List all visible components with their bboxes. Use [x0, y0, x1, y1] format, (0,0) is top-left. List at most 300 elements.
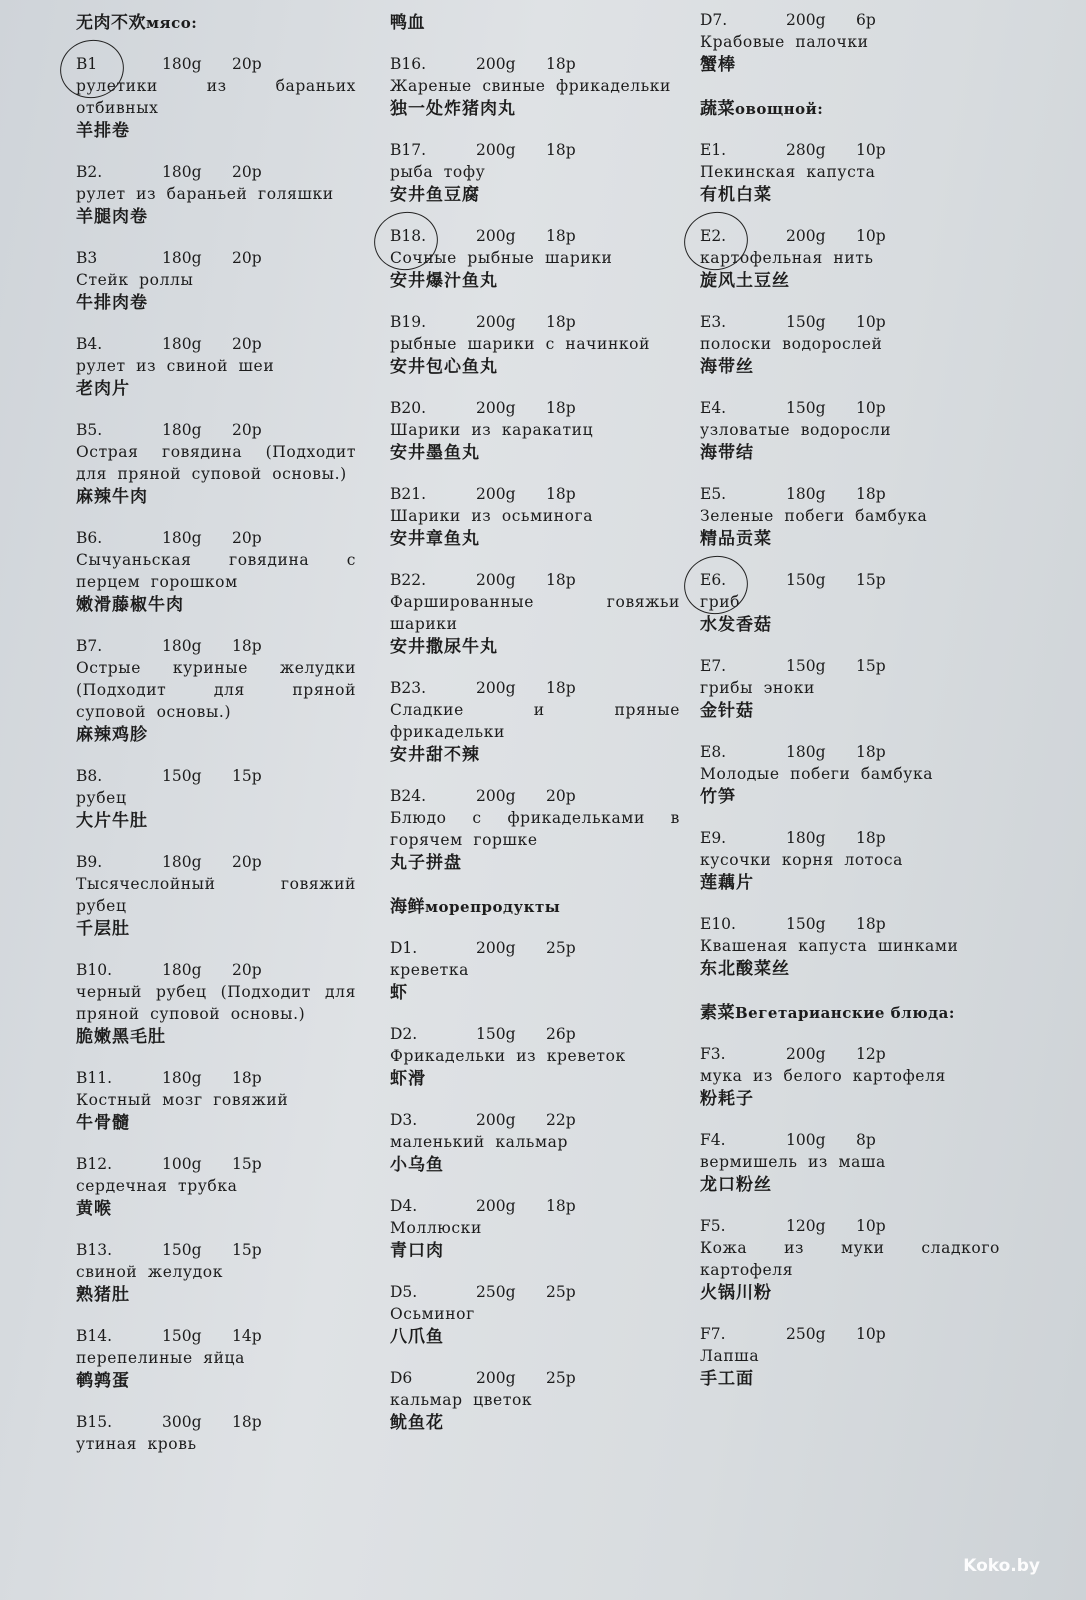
section-title-ru: Вегетарианские блюда: [735, 1004, 955, 1022]
menu-item-name-zh: 八爪鱼 [390, 1327, 444, 1347]
menu-item-header [700, 1044, 1000, 1065]
menu-item [700, 742, 1000, 809]
menu-item-price: 20p [232, 961, 262, 979]
menu-item-price: 18p [856, 485, 886, 503]
menu-item-weight: 150g [786, 399, 826, 417]
menu-item-name-zh: 脆嫩黑毛肚 [76, 1027, 166, 1047]
menu-item [700, 1324, 1000, 1391]
menu-item-name-ru: Острые куриные желудки (Подходит для пряной суповой основы.) [76, 659, 356, 721]
menu-item-name-ru: Сычуаньская говядина с перцем горошком [76, 551, 356, 591]
menu-item-name-ru: полоски водорослей [700, 335, 883, 353]
menu-item-name-zh: 老肉片 [76, 379, 130, 399]
menu-item-code: E10. [700, 915, 736, 933]
menu-item-code: B22. [390, 571, 427, 589]
section-title-zh: 素菜 [700, 1003, 735, 1023]
menu-item-weight: 150g [786, 313, 826, 331]
menu-item-weight: 180g [786, 829, 826, 847]
menu-item-code: B9. [76, 853, 103, 871]
menu-item-price: 18p [856, 915, 886, 933]
menu-item-weight: 200g [786, 11, 826, 29]
menu-item-header [76, 1068, 356, 1089]
menu-item-weight: 200g [476, 1111, 516, 1129]
menu-item-name-zh: 虾 [390, 983, 408, 1003]
menu-item-price: 18p [232, 1069, 262, 1087]
menu-item-header [390, 312, 680, 333]
menu-item-header [700, 140, 1000, 161]
menu-item-price: 18p [546, 485, 576, 503]
menu-item [700, 656, 1000, 723]
menu-item-name-ru: рыба тофу [390, 163, 486, 181]
menu-item-code: B24. [390, 787, 427, 805]
menu-item-name-ru: гриб [700, 593, 741, 611]
menu-item-code: B5. [76, 421, 103, 439]
menu-item-header [76, 528, 356, 549]
menu-item-header [390, 1368, 680, 1389]
menu-item-name-ru: Пекинская капуста [700, 163, 876, 181]
menu-item-price: 12p [856, 1045, 886, 1063]
menu-item-code: B2. [76, 163, 103, 181]
menu-item-name-zh: 精品贡菜 [700, 529, 772, 549]
menu-item-header [76, 1240, 356, 1261]
menu-item-price: 15p [232, 767, 262, 785]
menu-item-price: 10p [856, 227, 886, 245]
menu-item-name-ru: Крабовые палочки [700, 33, 869, 51]
menu-item-price: 8p [856, 1131, 876, 1149]
menu-item-price: 20p [232, 421, 262, 439]
menu-item-weight: 200g [786, 227, 826, 245]
menu-item-price: 18p [856, 829, 886, 847]
section-title [390, 894, 680, 920]
menu-item-name-ru: Зеленые побеги бамбука [700, 507, 928, 525]
menu-item-code: F4. [700, 1131, 726, 1149]
menu-item-weight: 200g [476, 55, 516, 73]
menu-item-name-zh: 羊排卷 [76, 121, 130, 141]
menu-item-name-ru: Жареные свиные фрикадельки [390, 77, 671, 95]
menu-item-code: B17. [390, 141, 427, 159]
menu-item-header [700, 312, 1000, 333]
menu-item-name-zh: 海带丝 [700, 357, 754, 377]
menu-item-header [76, 248, 356, 269]
menu-item [390, 1196, 680, 1263]
menu-item-price: 10p [856, 313, 886, 331]
section-title-zh: 无肉不欢 [76, 13, 146, 33]
menu-item-weight: 150g [786, 657, 826, 675]
menu-item-price: 20p [232, 335, 262, 353]
menu-item-price: 18p [546, 399, 576, 417]
section-title [700, 1000, 1000, 1026]
menu-item-code: E9. [700, 829, 727, 847]
menu-item-price: 18p [546, 141, 576, 159]
menu-item-name-zh: 竹笋 [700, 787, 736, 807]
menu-item [390, 398, 680, 465]
menu-item [76, 960, 356, 1049]
menu-item-weight: 180g [162, 853, 202, 871]
menu-item-name-zh: 水发香菇 [700, 615, 772, 635]
menu-item-code: B11. [76, 1069, 113, 1087]
section-title [390, 10, 680, 36]
menu-item-header [390, 570, 680, 591]
menu-item [390, 570, 680, 659]
menu-item-weight: 120g [786, 1217, 826, 1235]
menu-item-name-ru: Острая говядина (Подходит для пряной суповой основы.) [76, 443, 356, 483]
menu-item-name-ru: Фрикадельки из креветок [390, 1047, 626, 1065]
menu-item-weight: 180g [162, 55, 202, 73]
menu-item-header [76, 1412, 356, 1433]
menu-item-weight: 250g [786, 1325, 826, 1343]
menu-item-name-ru: Стейк роллы [76, 271, 194, 289]
menu-column-2 [390, 10, 680, 1454]
menu-item-name-ru: кальмар цветок [390, 1391, 533, 1409]
menu-item [76, 766, 356, 833]
menu-item-name-ru: рулет из свиной шеи [76, 357, 275, 375]
menu-item-name-zh: 牛排肉卷 [76, 293, 148, 313]
menu-item-name-ru: Сладкие и пряные фрикадельки [390, 701, 680, 741]
menu-item-name-ru: сердечная трубка [76, 1177, 238, 1195]
menu-item-code: B3 [76, 249, 98, 267]
menu-item [76, 636, 356, 747]
menu-item-header [76, 54, 356, 75]
menu-item-header [700, 484, 1000, 505]
menu-column-3 [700, 10, 1000, 1410]
menu-item-code: F5. [700, 1217, 726, 1235]
menu-item-code: E3. [700, 313, 727, 331]
menu-item-name-zh: 莲藕片 [700, 873, 754, 893]
menu-item [390, 226, 680, 293]
menu-item-header [700, 914, 1000, 935]
menu-item [76, 1240, 356, 1307]
menu-item-code: B10. [76, 961, 113, 979]
menu-item-name-zh: 麻辣鸡胗 [76, 725, 148, 745]
menu-item-price: 20p [546, 787, 576, 805]
menu-item-code: D6 [390, 1369, 413, 1387]
menu-item-code: E1. [700, 141, 727, 159]
menu-item-price: 10p [856, 1325, 886, 1343]
menu-item-header [700, 570, 1000, 591]
menu-item-code: B4. [76, 335, 103, 353]
menu-item-name-zh: 金针菇 [700, 701, 754, 721]
section-title-ru: морепродукты [425, 898, 561, 916]
menu-item-name-ru: Моллюски [390, 1219, 482, 1237]
menu-item-name-zh: 嫩滑藤椒牛肉 [76, 595, 184, 615]
menu-item-weight: 200g [476, 1369, 516, 1387]
menu-item-weight: 200g [476, 399, 516, 417]
menu-item-name-ru: рыбные шарики с начинкой [390, 335, 651, 353]
menu-item [390, 1110, 680, 1177]
menu-item-header [700, 10, 1000, 31]
menu-item-code: D4. [390, 1197, 418, 1215]
section-title-ru: овощной: [735, 100, 824, 118]
menu-item-code: E4. [700, 399, 727, 417]
menu-item-name-ru: Шарики из каракатиц [390, 421, 594, 439]
menu-item [76, 528, 356, 617]
menu-item-header [76, 766, 356, 787]
menu-item-weight: 200g [476, 939, 516, 957]
menu-item-name-zh: 海带结 [700, 443, 754, 463]
menu-item [700, 914, 1000, 981]
menu-item-weight: 100g [786, 1131, 826, 1149]
menu-item [700, 1044, 1000, 1111]
menu-item-code: B6. [76, 529, 103, 547]
menu-item-header [700, 742, 1000, 763]
menu-item-weight: 280g [786, 141, 826, 159]
menu-item-name-ru: свиной желудок [76, 1263, 224, 1281]
menu-item-name-zh: 手工面 [700, 1369, 754, 1389]
menu-item-header [76, 960, 356, 981]
menu-item-name-zh: 安井甜不辣 [390, 745, 480, 765]
menu-item-name-zh: 蟹棒 [700, 55, 736, 75]
menu-item-name-ru: рулет из бараньей голяшки [76, 185, 334, 203]
menu-item-price: 15p [232, 1155, 262, 1173]
menu-item [390, 786, 680, 875]
menu-item-code: E2. [700, 227, 727, 245]
menu-item-name-ru: Осьминог [390, 1305, 475, 1323]
menu-item-weight: 180g [162, 163, 202, 181]
menu-item-price: 18p [546, 571, 576, 589]
menu-item-header [76, 420, 356, 441]
menu-item-name-ru: перепелиные яйца [76, 1349, 245, 1367]
menu-item-header [390, 1282, 680, 1303]
menu-item-weight: 180g [786, 743, 826, 761]
menu-item-weight: 180g [786, 485, 826, 503]
menu-item-name-ru: черный рубец (Подходит для пряной суповой основы.) [76, 983, 356, 1023]
menu-item-weight: 200g [476, 141, 516, 159]
menu-item-code: B13. [76, 1241, 113, 1259]
menu-item-name-ru: Лапша [700, 1347, 760, 1365]
menu-item-weight: 180g [162, 961, 202, 979]
menu-item-code: E8. [700, 743, 727, 761]
menu-item-name-zh: 独一处炸猪肉丸 [390, 99, 516, 119]
menu-item-name-ru: Тысячеслойный говяжий рубец [76, 875, 356, 915]
menu-item [700, 226, 1000, 293]
menu-item-code: D5. [390, 1283, 418, 1301]
menu-item-weight: 180g [162, 421, 202, 439]
menu-item-weight: 150g [162, 767, 202, 785]
menu-item-header [76, 334, 356, 355]
menu-item-name-ru: креветка [390, 961, 469, 979]
menu-item-name-ru: рубец [76, 789, 127, 807]
menu-item-header [76, 162, 356, 183]
menu-item-price: 10p [856, 141, 886, 159]
menu-item-code: E5. [700, 485, 727, 503]
menu-item [390, 140, 680, 207]
menu-item-name-zh: 大片牛肚 [76, 811, 148, 831]
menu-item-name-ru: Костный мозг говяжий [76, 1091, 289, 1109]
menu-item [76, 420, 356, 509]
menu-item-weight: 200g [476, 679, 516, 697]
menu-item-price: 15p [232, 1241, 262, 1259]
menu-item-price: 18p [546, 313, 576, 331]
menu-item-name-zh: 火锅川粉 [700, 1283, 772, 1303]
menu-item-name-zh: 龙口粉丝 [700, 1175, 772, 1195]
menu-item-weight: 200g [476, 1197, 516, 1215]
menu-item-price: 26p [546, 1025, 576, 1043]
menu-item-price: 22p [546, 1111, 576, 1129]
menu-item-name-ru: Молодые побеги бамбука [700, 765, 934, 783]
menu-item [390, 678, 680, 767]
section-title-zh: 蔬菜 [700, 99, 735, 119]
menu-item-weight: 150g [786, 915, 826, 933]
menu-item-code: E7. [700, 657, 727, 675]
menu-item-weight: 250g [476, 1283, 516, 1301]
menu-item-weight: 150g [786, 571, 826, 589]
menu-item-header [390, 226, 680, 247]
menu-item-weight: 300g [162, 1413, 202, 1431]
menu-item-header [700, 828, 1000, 849]
menu-item [390, 1282, 680, 1349]
menu-item-header [390, 398, 680, 419]
menu-item-weight: 180g [162, 335, 202, 353]
menu-item-price: 15p [856, 571, 886, 589]
menu-item [390, 484, 680, 551]
menu-item [76, 852, 356, 941]
menu-item-name-zh: 有机白菜 [700, 185, 772, 205]
menu-item-price: 15p [856, 657, 886, 675]
menu-item-name-ru: картофельная нить [700, 249, 874, 267]
menu-item-header [700, 226, 1000, 247]
menu-item-code: B15. [76, 1413, 113, 1431]
menu-item-weight: 180g [162, 637, 202, 655]
menu-item-code: F7. [700, 1325, 726, 1343]
menu-item-header [700, 656, 1000, 677]
menu-item [700, 570, 1000, 637]
menu-item-price: 18p [546, 55, 576, 73]
menu-item-name-zh: 青口肉 [390, 1241, 444, 1261]
menu-item [76, 1412, 356, 1455]
menu-item-name-zh: 小乌鱼 [390, 1155, 444, 1175]
menu-item-name-ru: Фаршированные говяжьи шарики [390, 593, 680, 633]
menu-item-code: B14. [76, 1327, 113, 1345]
menu-column-1 [76, 10, 356, 1474]
menu-item-header [76, 852, 356, 873]
menu-item [390, 938, 680, 1005]
menu-item-weight: 150g [162, 1327, 202, 1345]
menu-item [700, 398, 1000, 465]
menu-item-code: E6. [700, 571, 727, 589]
menu-item-weight: 200g [476, 227, 516, 245]
menu-item-code: B19. [390, 313, 427, 331]
menu-item-price: 18p [546, 227, 576, 245]
menu-item-price: 6p [856, 11, 876, 29]
menu-item-header [390, 938, 680, 959]
menu-item [76, 1068, 356, 1135]
menu-item-name-zh: 牛骨髓 [76, 1113, 130, 1133]
menu-item-price: 18p [546, 679, 576, 697]
menu-item-name-ru: Шарики из осьминога [390, 507, 594, 525]
menu-item-code: D7. [700, 11, 728, 29]
menu-item-price: 25p [546, 1369, 576, 1387]
menu-item [700, 828, 1000, 895]
menu-item-code: B18. [390, 227, 427, 245]
menu-item-name-ru: утиная кровь [76, 1435, 197, 1453]
menu-item [700, 1130, 1000, 1197]
menu-item-code: F3. [700, 1045, 726, 1063]
menu-item-header [390, 1024, 680, 1045]
menu-item-name-zh: 安井墨鱼丸 [390, 443, 480, 463]
menu-item [390, 1024, 680, 1091]
menu-item-code: D3. [390, 1111, 418, 1129]
menu-item-price: 20p [232, 249, 262, 267]
menu-item [700, 1216, 1000, 1305]
watermark-logo: Koko.by [963, 1556, 1040, 1576]
menu-item-name-zh: 麻辣牛肉 [76, 487, 148, 507]
menu-item-weight: 180g [162, 529, 202, 547]
menu-item-name-ru: кусочки корня лотоса [700, 851, 903, 869]
menu-item-name-zh: 安井鱼豆腐 [390, 185, 480, 205]
menu-item-header [390, 786, 680, 807]
menu-item-name-zh: 安井章鱼丸 [390, 529, 480, 549]
menu-item-price: 18p [232, 637, 262, 655]
menu-item-weight: 180g [162, 1069, 202, 1087]
menu-item-header [390, 54, 680, 75]
menu-item-header [390, 484, 680, 505]
menu-item-name-ru: узловатые водоросли [700, 421, 892, 439]
menu-item-header [390, 1196, 680, 1217]
menu-item-name-zh: 鹌鹑蛋 [76, 1371, 130, 1391]
menu-item-name-zh: 旋风土豆丝 [700, 271, 790, 291]
menu-item-name-zh: 熟猪肚 [76, 1285, 130, 1305]
menu-item-code: B21. [390, 485, 427, 503]
menu-item-code: B7. [76, 637, 103, 655]
menu-item [76, 1154, 356, 1221]
menu-item-name-zh: 安井撒尿牛丸 [390, 637, 498, 657]
menu-item-weight: 150g [476, 1025, 516, 1043]
section-title-zh: 鸭血 [390, 13, 425, 33]
menu-item-header [76, 636, 356, 657]
menu-item-weight: 200g [786, 1045, 826, 1063]
menu-item-price: 10p [856, 399, 886, 417]
menu-item-price: 10p [856, 1217, 886, 1235]
menu-item-price: 18p [546, 1197, 576, 1215]
menu-item-price: 20p [232, 163, 262, 181]
menu-item-header [700, 1130, 1000, 1151]
menu-item-name-zh: 虾滑 [390, 1069, 426, 1089]
menu-item-price: 20p [232, 529, 262, 547]
menu-item-header [390, 1110, 680, 1131]
menu-item-name-ru: Квашеная капуста шинками [700, 937, 959, 955]
section-title-zh: 海鲜 [390, 897, 425, 917]
menu-item-name-zh: 羊腿肉卷 [76, 207, 148, 227]
menu-item-code: D2. [390, 1025, 418, 1043]
menu-item [700, 312, 1000, 379]
menu-item-header [390, 140, 680, 161]
menu-item-header [76, 1326, 356, 1347]
menu-item-name-ru: маленький кальмар [390, 1133, 568, 1151]
menu-item-code: B12. [76, 1155, 113, 1173]
section-title [76, 10, 356, 36]
menu-item-weight: 150g [162, 1241, 202, 1259]
menu-item-name-zh: 千层肚 [76, 919, 130, 939]
menu-item [76, 54, 356, 143]
menu-item-name-zh: 粉耗子 [700, 1089, 754, 1109]
menu-item-name-ru: грибы эноки [700, 679, 815, 697]
menu-item-code: B8. [76, 767, 103, 785]
menu-item-name-zh: 安井包心鱼丸 [390, 357, 498, 377]
menu-item [76, 1326, 356, 1393]
menu-item-header [700, 398, 1000, 419]
menu-item-header [390, 678, 680, 699]
menu-item-code: B23. [390, 679, 427, 697]
menu-item-name-ru: Сочные рыбные шарики [390, 249, 613, 267]
menu-item-name-zh: 鱿鱼花 [390, 1413, 444, 1433]
menu-item-price: 14p [232, 1327, 262, 1345]
menu-item-price: 18p [856, 743, 886, 761]
menu-item [390, 312, 680, 379]
menu-item-price: 18p [232, 1413, 262, 1431]
menu-item-name-ru: Блюдо с фрикадельками в горячем горшке [390, 809, 680, 849]
menu-item-weight: 200g [476, 787, 516, 805]
menu-item-weight: 100g [162, 1155, 202, 1173]
menu-item-header [76, 1154, 356, 1175]
